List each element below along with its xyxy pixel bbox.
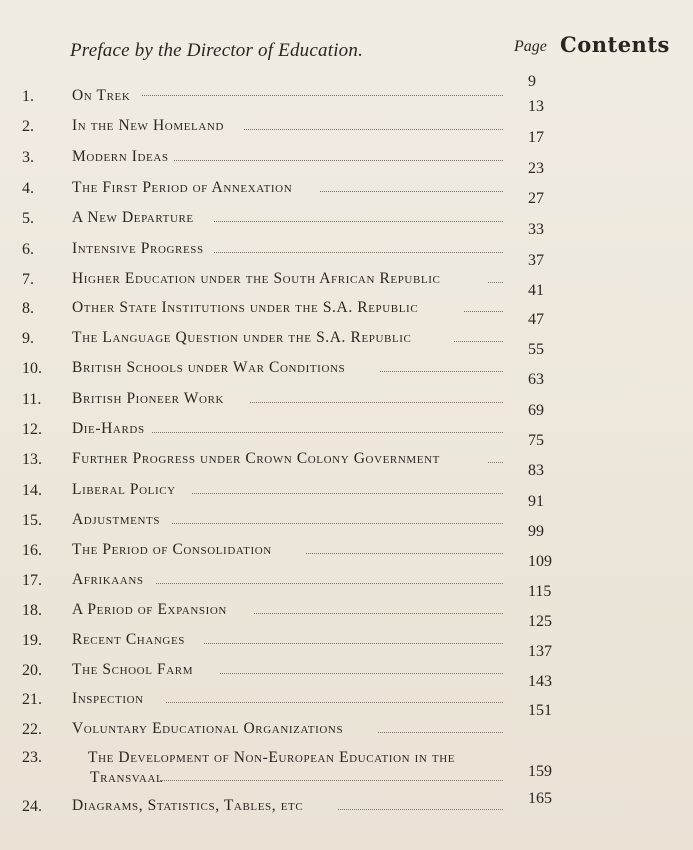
chapter-title: Diagrams, Statistics, Tables, etc [72,797,304,814]
page-number: 27 [528,190,544,207]
page-number: 109 [528,553,552,570]
chapter-number: 14. [22,482,42,499]
dot-leader [160,780,503,781]
page-column-label: Page [514,38,547,55]
list-item [0,322,693,358]
chapter-number: 17. [22,572,42,589]
dot-leader [152,432,503,433]
list-item [0,474,693,510]
page-number: 69 [528,402,544,419]
list-item [0,504,693,540]
list-item [0,654,693,690]
chapter-title: The First Period of Annexation [72,179,293,196]
chapter-number: 7. [22,271,34,288]
page-number: 115 [528,583,552,600]
chapter-number: 2. [22,118,34,135]
dot-leader [166,702,503,703]
list-item [0,443,693,479]
page-number: 41 [528,282,544,299]
chapter-title: The School Farm [72,661,194,678]
chapter-title: A New Departure [72,209,194,226]
page-number: 159 [528,763,552,780]
chapter-title: Intensive Progress [72,240,204,257]
chapter-title: Inspection [72,690,144,707]
chapter-title: Die-Hards [72,420,145,437]
chapter-number: 12. [22,421,42,438]
dot-leader [204,643,503,644]
page-number: 37 [528,252,544,269]
page-number: 23 [528,160,544,177]
list-item [0,80,693,115]
list-item [0,172,693,207]
page-number: 99 [528,523,544,540]
chapter-title: A Period of Expansion [72,601,227,618]
chapter-number: 20. [22,662,42,679]
chapter-title: The Period of Consolidation [72,541,272,558]
dot-leader [172,523,503,524]
list-item [0,564,693,600]
list-item [0,594,693,630]
list-item [0,352,693,388]
chapter-title: Afrikaans [72,571,144,588]
chapter-number: 24. [22,798,42,815]
dot-leader [214,252,503,253]
list-item [0,534,693,570]
chapter-title: Recent Changes [72,631,186,648]
dot-leader [244,129,503,130]
dot-leader [220,673,503,674]
chapter-number: 21. [22,691,42,708]
page-number: 75 [528,432,544,449]
chapter-number: 6. [22,241,34,258]
dot-leader [156,583,503,584]
page-number: 125 [528,613,552,630]
dot-leader [488,462,503,463]
chapter-number: 22. [22,721,42,738]
chapter-title: Further Progress under Crown Colony Government [72,450,440,467]
chapter-title: The Language Question under the S.A. Republic [72,329,412,346]
dot-leader [320,191,503,192]
chapter-title: Other State Institutions under the S.A. Republic [72,299,419,316]
chapter-number: 19. [22,632,42,649]
chapter-number: 5. [22,210,34,227]
preface-heading: Preface by the Director of Education. [70,40,364,61]
dot-leader [306,553,503,554]
chapter-title: Liberal Policy [72,481,176,498]
page-number: 151 [528,702,552,719]
page-number: 165 [528,790,552,807]
chapter-number: 9. [22,330,34,347]
list-item [0,713,693,743]
chapter-number: 13. [22,451,42,468]
chapter-title: British Pioneer Work [72,390,225,407]
list-item [0,292,693,328]
dot-leader [378,732,503,733]
list-item [0,263,693,299]
page-number: 91 [528,493,544,510]
list-item [0,202,693,238]
page-number: 13 [528,98,544,115]
list-item [0,110,693,146]
dot-leader [254,613,503,614]
chapter-number: 4. [22,180,34,197]
chapter-number: 16. [22,542,42,559]
chapter-title: In the New Homeland [72,117,224,134]
chapter-number: 8. [22,300,34,317]
dot-leader [214,221,503,222]
list-item [0,141,693,177]
dot-leader [454,341,503,342]
page-number: 63 [528,371,544,388]
chapter-number: 1. [22,88,34,105]
page-number: 9 [528,73,536,90]
list-item [0,683,693,719]
page-number: 143 [528,673,552,690]
chapter-title: The Development of Non-European Education in the Transvaal [88,749,456,786]
chapter-title: British Schools under War Conditions [72,359,346,376]
chapter-title: Voluntary Educational Organizations [72,720,344,737]
page-number: 55 [528,341,544,358]
contents-title: Contents [560,32,670,57]
chapter-number: 15. [22,512,42,529]
chapter-number: 10. [22,360,42,377]
chapter-number: 18. [22,602,42,619]
list-item [0,624,693,660]
chapter-number: 3. [22,149,34,166]
chapter-title: Modern Ideas [72,148,169,165]
dot-leader [464,311,503,312]
chapter-title: Adjustments [72,511,161,528]
list-item [0,233,693,269]
page-number: 47 [528,311,544,328]
list-item [0,741,693,789]
dot-leader [174,160,503,161]
chapter-title: Higher Education under the South African Republic [72,270,441,287]
chapter-number: 11. [22,391,42,408]
page-number: 137 [528,643,552,660]
page-number: 83 [528,462,544,479]
list-item [0,790,693,820]
page-number: 33 [528,221,544,238]
chapter-title: On Trek [72,87,131,104]
list-item [0,383,693,419]
page-number: 17 [528,129,544,146]
dot-leader [192,493,503,494]
dot-leader [380,371,503,372]
list-item [0,413,693,449]
dot-leader [338,809,503,810]
dot-leader [488,282,503,283]
dot-leader [250,402,503,403]
chapter-number: 23. [22,749,42,766]
